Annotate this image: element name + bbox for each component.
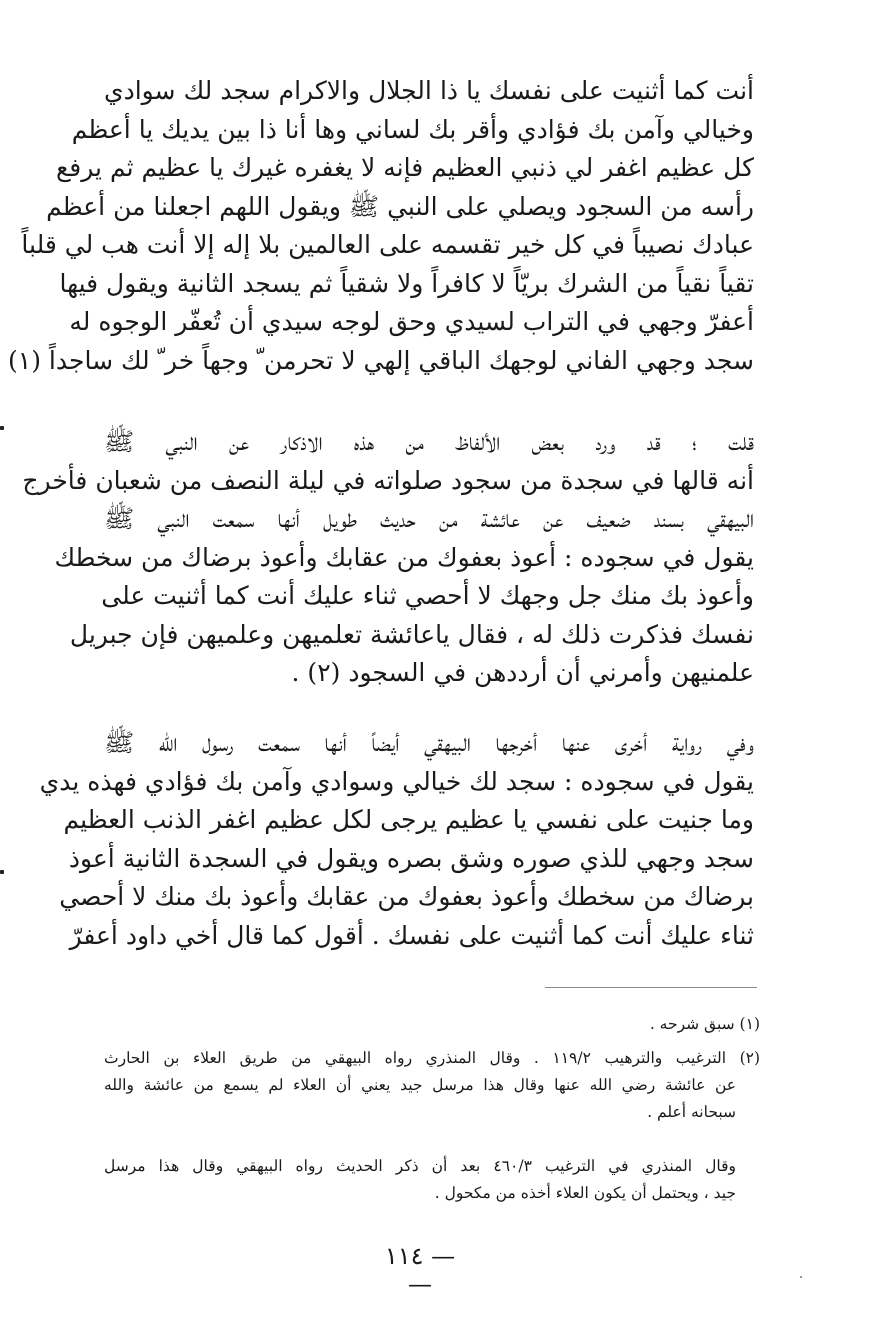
footnote-line: سبحانه أعلم . [647,1103,736,1121]
footnote-2-continued [104,1153,760,1207]
scan-margin-mark [0,426,4,430]
text-line: ثناء عليك أنت كما أثنيت على نفسك . أقول كما قال أخي داود أعفرّ [69,920,754,950]
paragraph-3 [39,724,754,955]
footnote-1 [104,1011,760,1038]
text-line: كل عظيم اغفر لي ذنبي العظيم فإنه لا يغفره غيرك يا عظيم ثم يرفع [56,153,754,182]
scan-margin-mark [0,870,4,874]
text-line: يقول في سجوده : أعوذ بعفوك من عقابك وأعوذ برضاك من سخطك [54,542,754,572]
text-line: يقول في سجوده : سجد لك خيالي وسوادي وآمن بك فؤادي فهذه يدي [39,766,754,796]
text-line: وخيالي وآمن بك فؤادي وأقر بك لساني وها أنا ذا بين يديك يا أعظم [71,114,754,144]
text-line: علمنيهن وأمرني أن أرددهن في السجود (٢) . [291,658,754,687]
text-line: سجد وجهي الفاني لوجهك الباقي إلهي لا تحرمن ّ وجهاً خر ّ لك ساجداً (١) [8,345,754,375]
text-line: وأعوذ بك منك جل وجهك لا أحصي ثناء عليك أنت كما أثنيت على [101,581,754,610]
text-line: أعفرّ وجهي في التراب لسيدي وحق لوجه سيدي أن تُعفّر الوجوه له [69,307,754,336]
text-line: عبادك نصيباً في كل خير تقسمه على العالمين بلا إله إلا أنت هب لي قلباً [21,230,754,259]
text-line: سجد وجهي للذي صوره وشق بصره ويقول في السجدة الثانية أعوذ [68,843,754,873]
footnote-separator [545,987,757,988]
footnote-line: (١) سبق شرحه . [649,1015,760,1033]
text-line: أنه قالها في سجدة من سجود صلواته في ليلة النصف من شعبان فأخرج [22,465,754,495]
footnote-line: عن عائشة رضي الله عنها وقال هذا مرسل جيد يعني أن العلاء لم يسمع من عائشة والله [104,1076,736,1094]
paragraph-1 [8,72,754,380]
text-line: البيهقي بسند ضعيف عن عائشة من حديث طويل أنها سمعت النبي ﷺ [104,504,754,533]
text-line: وما جنيت على نفسي يا عظيم يرجى لكل عظيم اغفر الذنب العظيم [63,805,754,834]
scan-speck [800,1276,802,1278]
paragraph-2 [22,423,754,693]
text-line: وفي رواية أخرى عنها أخرجها البيهقي أيضاً أنها سمعت رسول الله ﷺ [104,728,754,757]
footnote-line: (٢) الترغيب والترهيب ١١٩/٢ . وقال المنذري رواه البيهقي من طريق العلاء بن الحارث [104,1049,761,1067]
text-line: رأسه من السجود ويصلي على النبي ﷺ ويقول اللهم اجعلنا من أعظم [46,191,754,221]
text-line: تقياً نقياً من الشرك بريّاً لا كافراً ولا شقياً ثم يسجد الثانية ويقول فيها [59,268,754,298]
text-line: أنت كما أثنيت على نفسك يا ذا الجلال والاكرام سجد لك سوادي [104,76,754,105]
footnote-line: وقال المنذري في الترغيب ٤٦٠/٣ بعد أن ذكر الحديث رواه البيهقي وقال هذا مرسل [104,1157,736,1175]
footnote-2 [104,1045,760,1126]
text-line: برضاك من سخطك وأعوذ بعفوك من عقابك وأعوذ بك منك لا أحصي [59,882,754,911]
text-line: قلت ؛ قد ورد بعض الألفاظ من هذه الاذكار عن النبي ﷺ [104,427,754,456]
page-number: — ١١٤ — [384,1242,456,1298]
text-line: نفسك فذكرت ذلك له ، فقال ياعائشة تعلميهن وعلميهن فإن جبريل [69,619,754,649]
footnote-line: جيد ، ويحتمل أن يكون العلاء أخذه من مكحول . [434,1184,736,1202]
